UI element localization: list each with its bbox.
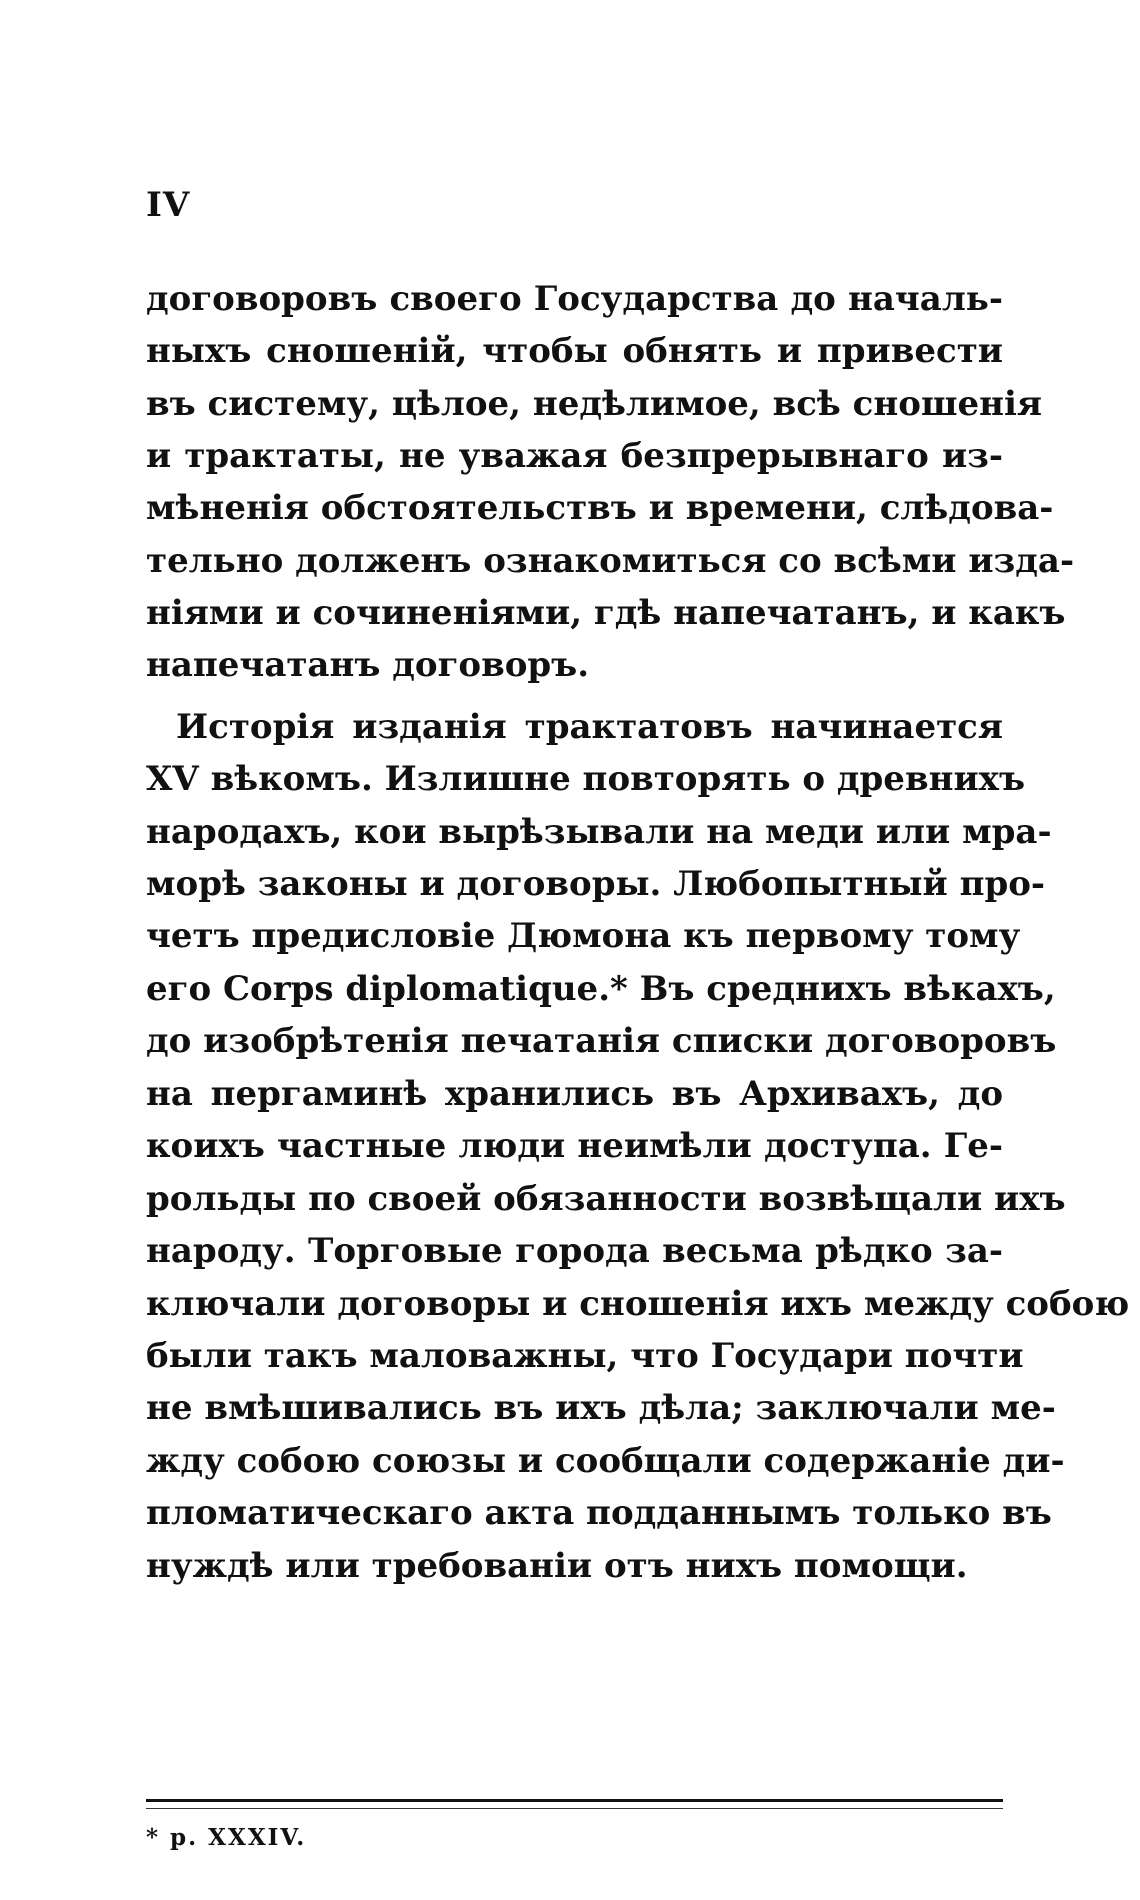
text-line: ніями и сочиненіями, гдѣ напечатанъ, и какъ: [146, 593, 1066, 633]
text-line: нуждѣ или требованіи отъ нихъ помощи.: [146, 1546, 968, 1586]
text-line: ныхъ сношеній, чтобы обнять и привести: [146, 331, 1003, 371]
page-number: IV: [146, 185, 191, 225]
text-line: рольды по своей обязанности возвѣщали ихъ: [146, 1179, 1066, 1219]
text-line: тельно долженъ ознакомиться со всѣми изда-: [146, 541, 1075, 581]
text-line: XV вѣкомъ. Излишне повторять о древнихъ: [146, 759, 1026, 799]
text-line: на пергаминѣ хранились въ Архивахъ, до: [146, 1074, 1003, 1114]
text-line: морѣ законы и договоры. Любопытный про-: [146, 864, 1046, 904]
text-line: были такъ маловажны, что Государи почти: [146, 1336, 1024, 1376]
text-line: и трактаты, не уважая безпрерывнаго из-: [146, 436, 1003, 476]
text-line: ключали договоры и сношенія ихъ между собою: [146, 1284, 1130, 1324]
footnote-rule: [146, 1799, 1003, 1802]
text-line: Исторія изданія трактатовъ начинается: [176, 707, 1003, 747]
text-line: до изобрѣтенія печатанія списки договоровъ: [146, 1021, 1057, 1061]
text-line: народу. Торговые города весьма рѣдко за-: [146, 1231, 1003, 1271]
text-line: его Corps diplomatique.* Въ среднихъ вѣкахъ,: [146, 969, 1056, 1009]
text-line: напечатанъ договоръ.: [146, 645, 590, 685]
text-line: договоровъ своего Государства до началь-: [146, 279, 1003, 319]
footnote: * p. XXXIV.: [146, 1824, 307, 1851]
text-line: не вмѣшивались въ ихъ дѣла; заключали ме-: [146, 1388, 1056, 1428]
text-line: коихъ частные люди неимѣли доступа. Ге-: [146, 1126, 1003, 1166]
text-line: мѣненія обстоятельствъ и времени, слѣдова-: [146, 488, 1054, 528]
text-line: пломатическаго акта подданнымъ только въ: [146, 1493, 1052, 1533]
text-line: въ систему, цѣлое, недѣлимое, всѣ сношенія: [146, 384, 1043, 424]
text-line: четъ предисловіе Дюмона къ первому тому: [146, 916, 1021, 956]
footnote-rule-thin: [146, 1808, 1003, 1809]
text-line: народахъ, кои вырѣзывали на меди или мра-: [146, 812, 1052, 852]
text-line: жду собою союзы и сообщали содержаніе ди-: [146, 1441, 1065, 1481]
